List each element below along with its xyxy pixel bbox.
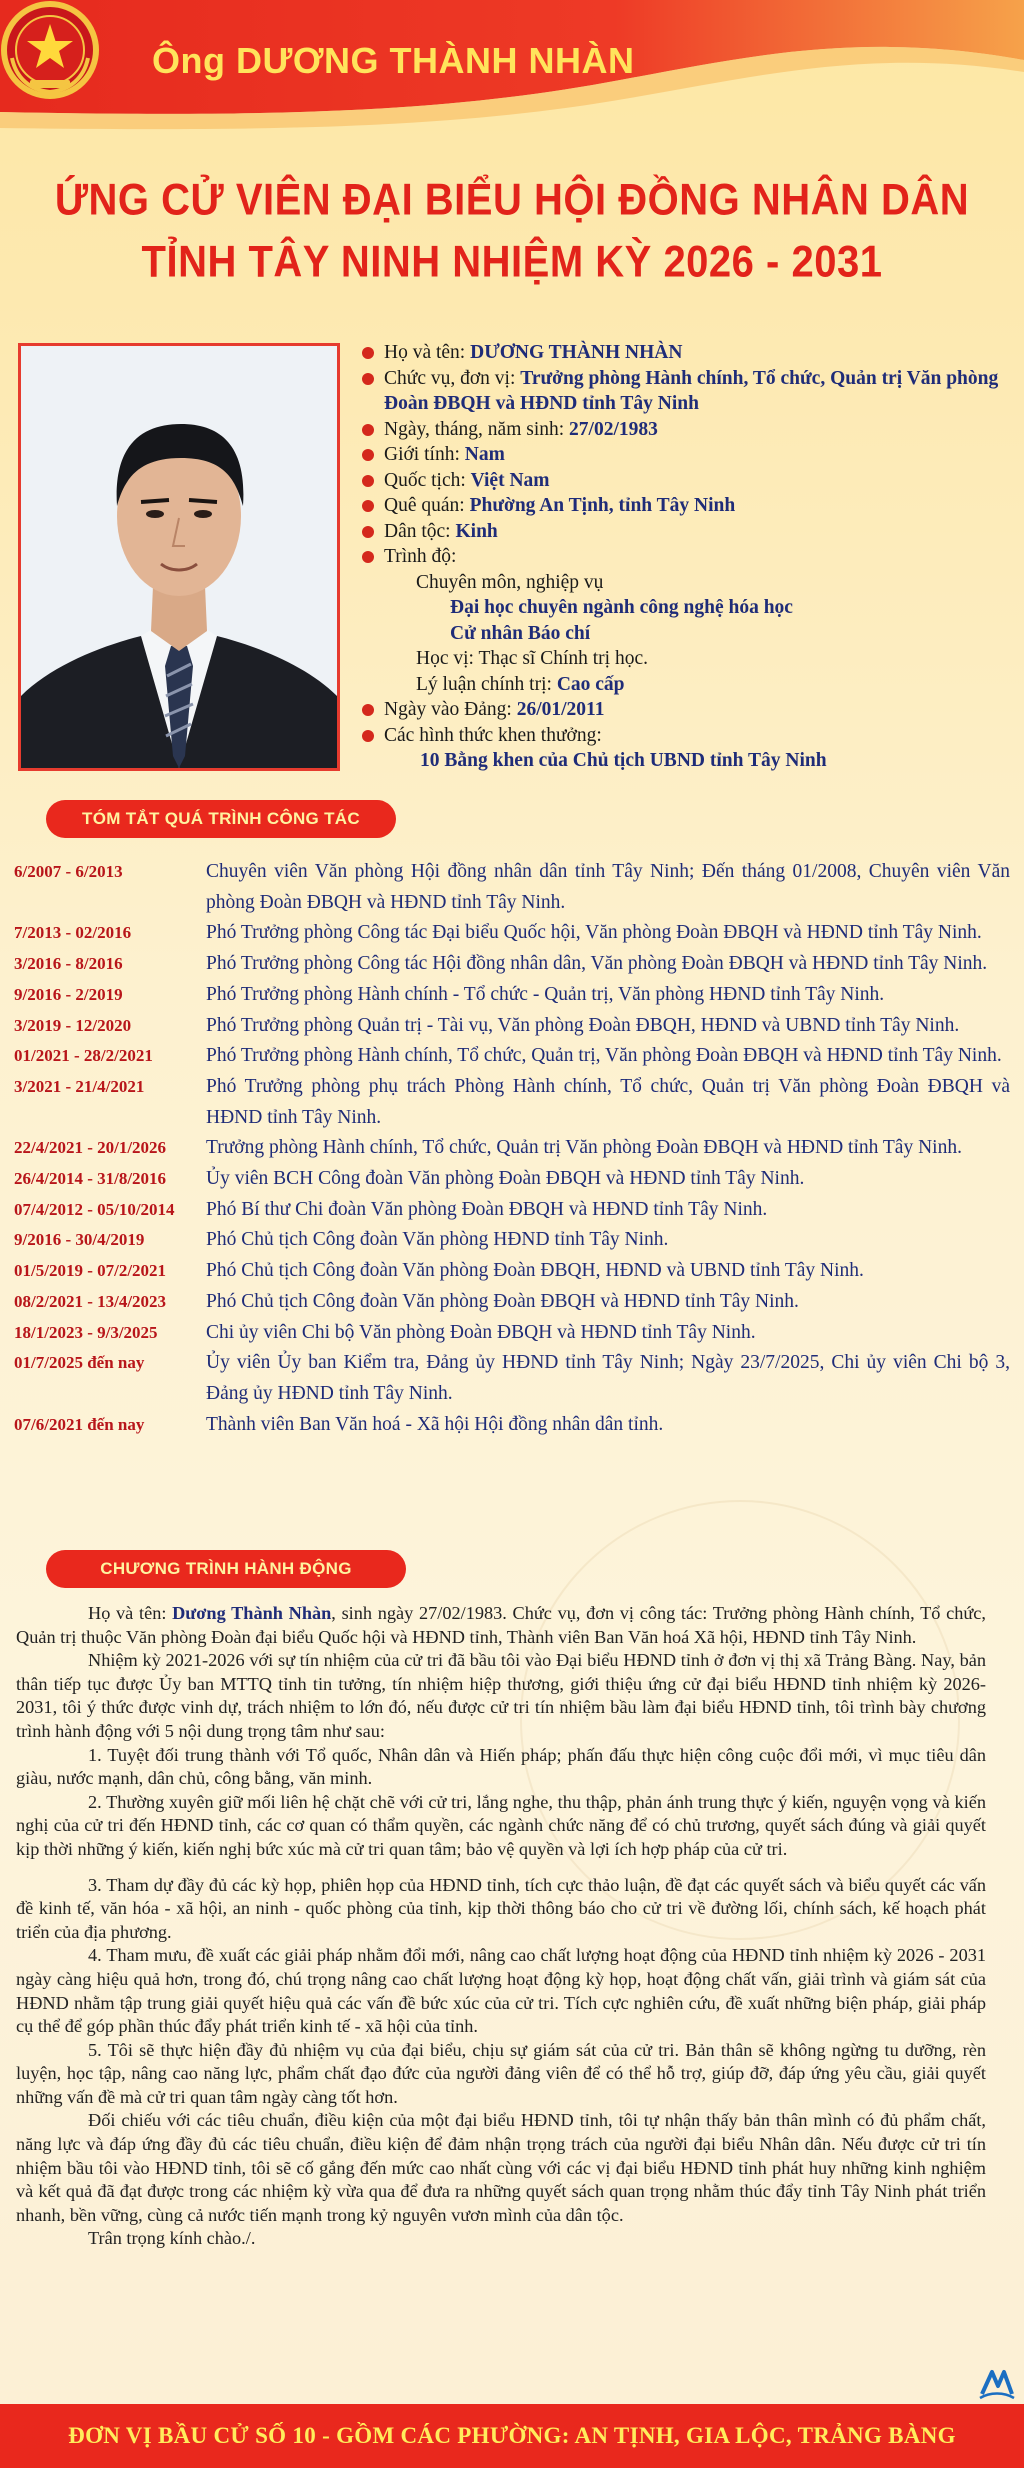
history-row [14,1348,1010,1409]
history-row [14,857,1010,918]
history-date: 08/2/2021 - 13/4/2023 [14,1291,167,1311]
ethnicity-value: Kinh [455,520,498,542]
program-point-5: 5. Tôi sẽ thực hiện đầy đủ nhiệm vụ của đại biểu, chịu sự giám sát của cử tri. Bản thân sẽ không ngừng tu dưỡng, rèn luyện, học tập, nâng cao năng lực, phẩm chất đạo đức của người đảng viên để có thể hỗ trợ, giúp đỡ, đáp ứng yêu cầu, giải quyết những vấn đề mà cử tri quan tâm ngày càng tốt hơn. [16,2039,986,2107]
nationality-value: Việt Nam [470,469,550,491]
history-row [14,1011,1010,1042]
bullet-icon [362,500,374,512]
publisher-logo-icon [978,2364,1016,2402]
bullet-icon [362,373,374,385]
party-value: 26/01/2011 [516,699,605,720]
profile-row-dob: Ngày, tháng, năm sinh: 27/02/1983 [360,417,1010,443]
history-description: Chuyên viên Văn phòng Hội đồng nhân dân tỉnh Tây Ninh; Đến tháng 01/2008, Chuyên viên Văn phòng Đoàn ĐBQH và HĐND tỉnh Tây Ninh. [206,861,1010,913]
political-value: Cao cấp [556,673,625,695]
bullet-icon [362,347,374,359]
history-row [14,980,1010,1011]
history-description: Phó Bí thư Chi đoàn Văn phòng Đoàn ĐBQH và HĐND tỉnh Tây Ninh. [206,1198,768,1220]
history-row [14,1195,1010,1226]
history-row [14,918,1010,949]
bullet-icon [362,730,374,742]
name-value: DƯƠNG THÀNH NHÀN [470,342,683,363]
history-date: 3/2021 - 21/4/2021 [14,1076,145,1096]
action-program-text [16,1602,986,2251]
history-date: 01/7/2025 đến nay [14,1353,145,1373]
history-row [14,1225,1010,1256]
history-row [14,1256,1010,1287]
history-description: Chi ủy viên Chi bộ Văn phòng Đoàn ĐBQH và HĐND tỉnh Tây Ninh. [206,1321,756,1343]
history-row [14,1072,1010,1133]
history-date: 3/2016 - 8/2016 [14,954,123,974]
history-description: Ủy viên BCH Công đoàn Văn phòng Đoàn ĐBQH và HĐND tỉnh Tây Ninh. [206,1168,805,1190]
history-description: Ủy viên Ủy ban Kiểm tra, Đảng ủy HĐND tỉnh Tây Ninh; Ngày 23/7/2025, Chi ủy viên Chi bộ 3, Đảng ủy HĐND tỉnh Tây Ninh. [206,1352,1010,1404]
history-date: 22/4/2021 - 20/1/2026 [14,1138,167,1158]
history-date: 9/2016 - 2/2019 [14,984,123,1004]
history-description: Phó Trưởng phòng Công tác Hội đồng nhân dân, Văn phòng Đoàn ĐBQH và HĐND tỉnh Tây Ninh. [206,953,988,975]
specialty-item-1: Đại học chuyên ngành công nghệ hóa học [450,597,793,618]
portrait-illustration [21,346,337,768]
program-intro: Họ và tên: Dương Thành Nhàn, sinh ngày 27/02/1983. Chức vụ, đơn vị công tác: Trưởng phòng Hành chính, Tổ chức, Quản trị thuộc Văn phòng Đoàn đại biểu Quốc hội và HĐND tỉnh, Thành viên Ban Văn hoá Xã hội, HĐND tỉnh Tây Ninh. [16,1603,986,1647]
history-description: Phó Trưởng phòng Hành chính, Tổ chức, Quản trị, Văn phòng Đoàn ĐBQH và HĐND tỉnh Tây Ninh. [206,1045,1002,1067]
program-conclusion: Đối chiếu với các tiêu chuẩn, điều kiện của một đại biểu HĐND tỉnh, tôi tự nhận thấy bản thân mình có đủ phẩm chất, năng lực và đáp ứng đầy đủ các tiêu chuẩn, điều kiện để đảm nhận trọng trách của người đại biểu Nhân dân. Nếu được cử tri tín nhiệm bầu tôi vào HĐND tỉnh, tôi sẽ cố gắng đến mức cao nhất cùng với các vị đại biểu HĐND tỉnh phát huy những kinh nghiệm và kết quả đã đạt được trong các nhiệm kỳ vừa qua để đưa ra những quyết sách quan trọng nhằm thúc đẩy tỉnh Tây Ninh phát triển nhanh, bền vững, cùng cả nước tiến mạnh trong kỷ nguyên vươn mình của dân tộc. [16,2110,986,2225]
program-paragraph-2: Nhiệm kỳ 2021-2026 với sự tín nhiệm của cử tri đã bầu tôi vào Đại biểu HĐND tỉnh ở đơn vị thị xã Trảng Bàng. Nay, bản thân tiếp tục được Ủy ban MTTQ tỉnh tin tưởng, tín nhiệm hiệp thương, giới thiệu ứng cử đại biểu HĐND tỉnh nhiệm kỳ 2026-2031, tôi ý thức được vinh dự, trách nhiệm to lớn đó, nếu được cử tri tín nhiệm bầu làm đại biểu HĐND tỉnh, tôi trình bày chương trình hành động với 5 nội dung trọng tâm như sau: [16,1650,986,1741]
program-point-2: 2. Thường xuyên giữ mối liên hệ chặt chẽ với cử tri, lắng nghe, thu thập, phản ánh trung thực ý kiến, nguyện vọng và kiến nghị của cử tri đến HĐND tỉnh, các cơ quan có thẩm quyền, các ngành chức năng để có chủ trương, quyết sách đúng và giải quyết kịp thời những ý kiến, kiến nghị bức xúc mà cử tri quan tâm; bảo vệ quyền và lợi ích hợp pháp của cử tri. [16,1791,986,1859]
profile-details [360,340,1010,774]
history-row [14,1041,1010,1072]
profile-row-awards: Các hình thức khen thưởng: [360,723,1010,749]
history-date: 7/2013 - 02/2016 [14,923,132,943]
bullet-icon [362,704,374,716]
specialty-label: Chuyên môn, nghiệp vụ [416,571,604,593]
history-description: Phó Trưởng phòng Công tác Đại biểu Quốc hội, Văn phòng Đoàn ĐBQH và HĐND tỉnh Tây Ninh. [206,922,982,944]
profile-row-nationality: Quốc tịch: Việt Nam [360,468,1010,494]
program-point-3: 3. Tham dự đầy đủ các kỳ họp, phiên họp của HĐND tỉnh, tích cực thảo luận, đề đạt các quyết sách và biểu quyết các vấn đề kinh tế, văn hóa - xã hội, an ninh - quốc phòng của tỉnh, kịp thời thông báo cho cử tri về đường lối, chính sách, kế hoạch phát triển của địa phương. [16,1874,986,1942]
specialty-item-2: Cử nhân Báo chí [450,622,591,644]
history-row [14,1287,1010,1318]
bullet-icon [362,551,374,563]
candidate-name-heading: Ông DƯƠNG THÀNH NHÀN [152,40,635,81]
history-row [14,1164,1010,1195]
history-date: 9/2016 - 30/4/2019 [14,1230,145,1250]
history-row [14,1410,1010,1441]
bullet-icon [362,424,374,436]
history-description: Phó Trưởng phòng Quản trị - Tài vụ, Văn phòng Đoàn ĐBQH, HĐND và UBND tỉnh Tây Ninh. [206,1014,960,1036]
history-row [14,949,1010,980]
political-line: Lý luận chính trị: Cao cấp [416,673,625,695]
profile-row-gender: Giới tính: Nam [360,442,1010,468]
history-description: Phó Chủ tịch Công đoàn Văn phòng Đoàn ĐBQH, HĐND và UBND tỉnh Tây Ninh. [206,1260,864,1282]
history-date: 18/1/2023 - 9/3/2025 [14,1322,158,1342]
history-date: 01/2021 - 28/2/2021 [14,1046,153,1066]
header-banner [0,0,1024,150]
profile-row-party: Ngày vào Đảng: 26/01/2011 [360,697,1010,723]
history-description: Trưởng phòng Hành chính, Tổ chức, Quản trị Văn phòng Đoàn ĐBQH và HĐND tỉnh Tây Ninh. [206,1137,962,1159]
work-history-list [14,857,1010,1440]
degree-line: Học vị: Thạc sĩ Chính trị học. [416,648,648,669]
footer-banner: ĐƠN VỊ BẦU CỬ SỐ 10 - GỒM CÁC PHƯỜNG: AN TỊNH, GIA LỘC, TRẢNG BÀNG [0,2404,1024,2468]
dob-value: 27/02/1983 [569,418,658,440]
history-description: Phó Trưởng phòng Hành chính - Tổ chức - Quản trị, Văn phòng HĐND tỉnh Tây Ninh. [206,983,885,1005]
history-date: 26/4/2014 - 31/8/2016 [14,1169,167,1189]
national-emblem-icon [0,0,100,100]
program-closing: Trân trọng kính chào./. [88,2228,256,2249]
history-description: Phó Trưởng phòng phụ trách Phòng Hành chính, Tổ chức, Quản trị Văn phòng Đoàn ĐBQH và HĐND tỉnh Tây Ninh. [206,1075,1010,1128]
history-date: 07/4/2012 - 05/10/2014 [14,1199,175,1219]
history-description: Phó Chủ tịch Công đoàn Văn phòng Đoàn ĐBQH và HĐND tỉnh Tây Ninh. [206,1290,799,1312]
program-point-4: 4. Tham mưu, đề xuất các giải pháp nhằm đổi mới, nâng cao chất lượng hoạt động của HĐND tỉnh nhiệm kỳ 2026 - 2031 ngày càng hiệu quả hơn, trong đó, chú trọng nâng cao chất lượng hoạt động kỳ họp, hoạt động chất vấn, giải trình và giám sát của HĐND nhằm tập trung giải quyết hiệu quả các vấn đề bức xúc của cử tri. Tích cực nghiên cứu, đề xuất những biện pháp, giải pháp cụ thể để góp phần thúc đẩy phát triển kinh tế - xã hội của tỉnh. [16,1945,986,2037]
profile-row-name: Họ và tên: DƯƠNG THÀNH NHÀN [360,340,1010,366]
bullet-icon [362,449,374,461]
profile-row-ethnicity: Dân tộc: Kinh [360,519,1010,545]
awards-value: 10 Bằng khen của Chủ tịch UBND tỉnh Tây Ninh [420,750,827,771]
program-point-1: 1. Tuyệt đối trung thành với Tổ quốc, Nhân dân và Hiến pháp; phấn đấu thực hiện công cuộc đổi mới, vì mục tiêu dân giàu, nước mạnh, dân chủ, công bằng, văn minh. [16,1744,986,1789]
gender-value: Nam [464,444,505,465]
history-description: Thành viên Ban Văn hoá - Xã hội Hội đồng nhân dân tỉnh. [206,1413,664,1435]
profile-row-education: Trình độ: [360,544,1010,570]
program-intro-name: Dương Thành Nhàn [172,1603,332,1623]
position-value: Trưởng phòng Hành chính, Tổ chức, Quản trị Văn phòng Đoàn ĐBQH và HĐND tỉnh Tây Ninh [384,367,999,414]
bullet-icon [362,475,374,487]
history-row [14,1318,1010,1349]
history-date: 01/5/2019 - 07/2/2021 [14,1261,167,1281]
history-description: Phó Chủ tịch Công đoàn Văn phòng HĐND tỉnh Tây Ninh. [206,1229,669,1251]
history-date: 3/2019 - 12/2020 [14,1015,132,1035]
bullet-icon [362,526,374,538]
section-header-program: CHƯƠNG TRÌNH HÀNH ĐỘNG [46,1550,406,1588]
history-date: 6/2007 - 6/2013 [14,862,123,881]
page-title-line1: ỨNG CỬ VIÊN ĐẠI BIỂU HỘI ĐỒNG NHÂN DÂN [54,175,970,225]
section-header-history: TÓM TẮT QUÁ TRÌNH CÔNG TÁC [46,800,396,838]
hometown-value: Phường An Tịnh, tỉnh Tây Ninh [469,495,736,516]
history-row [14,1133,1010,1164]
candidate-portrait [18,343,340,771]
profile-row-position: Chức vụ, đơn vị: Trưởng phòng Hành chính, Tổ chức, Quản trị Văn phòng Đoàn ĐBQH và HĐND tỉnh Tây Ninh [360,366,1010,417]
history-date: 07/6/2021 đến nay [14,1414,145,1434]
page-title-line2: TỈNH TÂY NINH NHIỆM KỲ 2026 - 2031 [141,237,883,287]
profile-row-hometown: Quê quán: Phường An Tịnh, tỉnh Tây Ninh [360,493,1010,519]
